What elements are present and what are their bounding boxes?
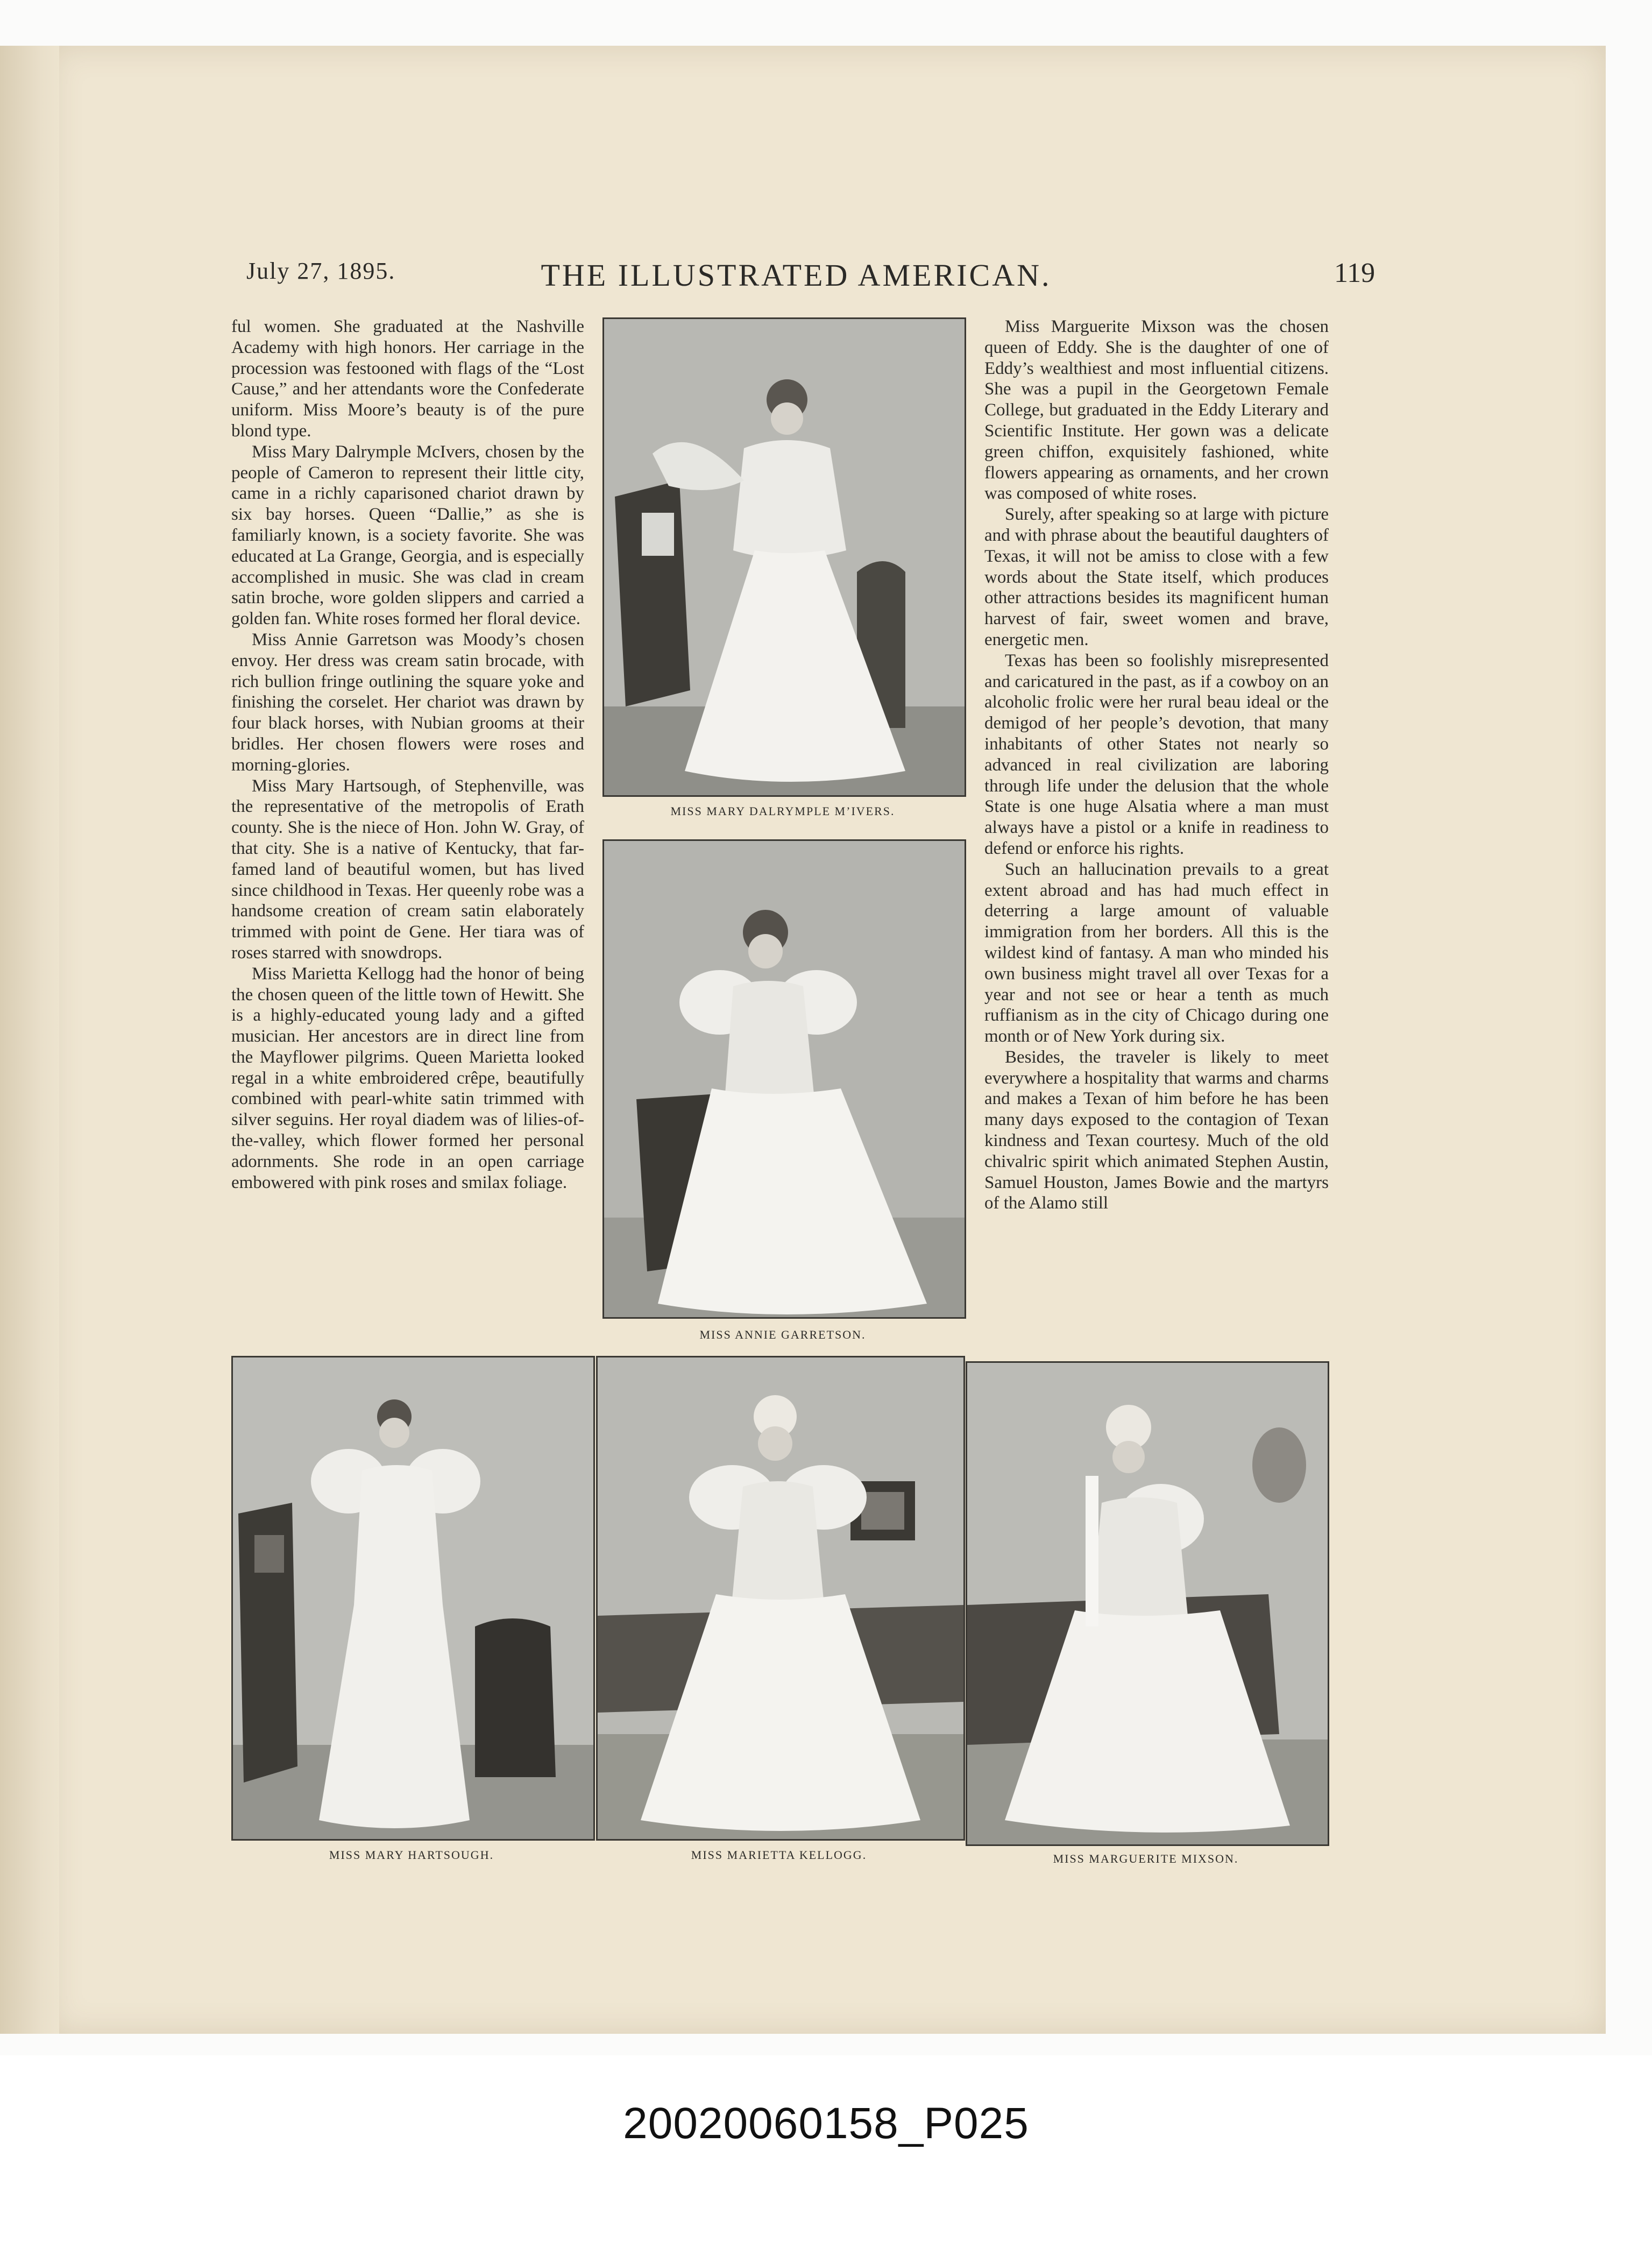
right-text-column [984,316,1329,1349]
portrait-illustration [598,1357,963,1839]
page-number: 119 [1334,258,1376,288]
paragraph: Miss Annie Garretson was Moody’s chosen envoy. Her dress was cream satin brocade, with rich bullion fringe outlining the square yoke and finishing the corselet. Her chariot was drawn by four black horses, with Nubian grooms at their bridles. Her chosen flowers were roses and morning-glories. [231,630,584,775]
accession-number: 20020060158_P025 [623,2099,1029,2148]
photo-mixson [966,1361,1329,1846]
paragraph: Miss Marguerite Mixson was the chosen queen of Eddy. She is the daughter of one of Eddy’s wealthiest and most influential citizens. She was a pupil in the Georgetown Female College, but graduated in the Eddy Literary and Scientific Institute. Her gown was a delicate green chiffon, exquisitely fashioned, white flowers appearing as ornaments, and her crown was composed of white roses. [984,317,1329,504]
paragraph: Texas has been so foolishly misrepresented and caricatured in the past, as if a cowboy on an alcoholic frolic were her rural beau ideal or the demigod of her people’s devotion, that many inhabitants of other States not nearly so advanced in real civilization are laboring through life under the delusion that the whole State is one huge Alsatia where a man must always have a pistol or a knife in readiness to defend or enforce his rights. [984,650,1329,858]
paragraph: Miss Mary Dalrymple McIvers, chosen by the people of Cameron to represent their little city, came in a richly caparisoned chariot drawn by six bay horses. Queen “Dallie,” as she is familiarly known, is a society favorite. She was educated at La Grange, Georgia, and is especially accomplished in music. She was clad in cream satin broche, wore golden slippers and carried a golden fan. White roses formed her floral device. [231,442,584,629]
paragraph: Surely, after speaking so at large with picture and with phrase about the beautiful daughters of Texas, it will not be amiss to close with a few words about the State itself, which produces other attractions besides its magnificent human harvest of fair, sweet women and brave, energetic men. [984,505,1329,649]
paragraph: Such an hallucination prevails to a great extent abroad and has had much effect in deterring a large amount of valuable immigration from her borders. All this is the wildest kind of fantasy. A man who minded his own business might travel all over Texas for a year and not see or hear a tenth as much ruffianism as in the city of Chicago during one month or of New York during six. [984,859,1329,1046]
caption-kellogg: MISS MARIETTA KELLOGG. [691,1848,867,1862]
binding-spine [0,46,59,2034]
caption-mixson: MISS MARGUERITE MIXSON. [1053,1852,1239,1865]
photo-garretson [602,839,966,1319]
portrait-illustration [233,1357,593,1839]
caption-garretson: MISS ANNIE GARRETSON. [699,1328,866,1341]
paragraph: Besides, the traveler is likely to meet everywhere a hospitality that warms and charms and makes a Texan of him before he has been many days exposed to the contagion of Texan kindness and Texan courtesy. Much of the old chivalric spirit which animated Stephen Austin, Samuel Houston, James Bowie and the martyrs of the Alamo still [984,1047,1329,1213]
paragraph: ful women. She graduated at the Nashville Academy with high honors. Her carriage in the procession was festooned with flags of the “Lost Cause,” and her attendants wore the Confederate uniform. Miss Moore’s beauty is of the pure blond type. [231,317,584,441]
photo-hartsough [231,1356,595,1841]
portrait-illustration [604,319,965,795]
issue-date: July 27, 1895. [246,258,396,284]
paragraph: Miss Mary Hartsough, of Stephenville, was the representative of the metropolis of Erath county. She is the niece of Hon. John W. Gray, of that city. She is a native of Kentucky, that far-famed land of beautiful women, but has lived since childhood in Texas. Her queenly robe was a handsome creation of cream satin elaborately trimmed with point de Gene. Her tiara was of roses starred with snowdrops. [231,776,584,963]
photo-mciver [602,317,966,797]
paragraph: Miss Marietta Kellogg had the honor of being the chosen queen of the little town of Hewitt. She is a highly-educated young lady and a gifted musician. Her ancestors are in direct line from the Mayflower pilgrims. Queen Marietta looked regal in a white embroidered crêpe, beautifully combined with pearl-white satin trimmed with silver seguins. Her royal diadem was of lilies-of-the-valley, which flower formed her personal adornments. She rode in an open carriage embowered with pink roses and smilax foliage. [231,964,584,1192]
portrait-illustration [967,1363,1328,1844]
magazine-title: THE ILLUSTRATED AMERICAN. [541,258,1052,293]
photo-kellogg [596,1356,965,1841]
caption-hartsough: MISS MARY HARTSOUGH. [329,1848,494,1862]
left-text-column [231,316,584,1349]
caption-mciver: MISS MARY DALRYMPLE M’IVERS. [670,804,895,818]
portrait-illustration [604,841,965,1317]
